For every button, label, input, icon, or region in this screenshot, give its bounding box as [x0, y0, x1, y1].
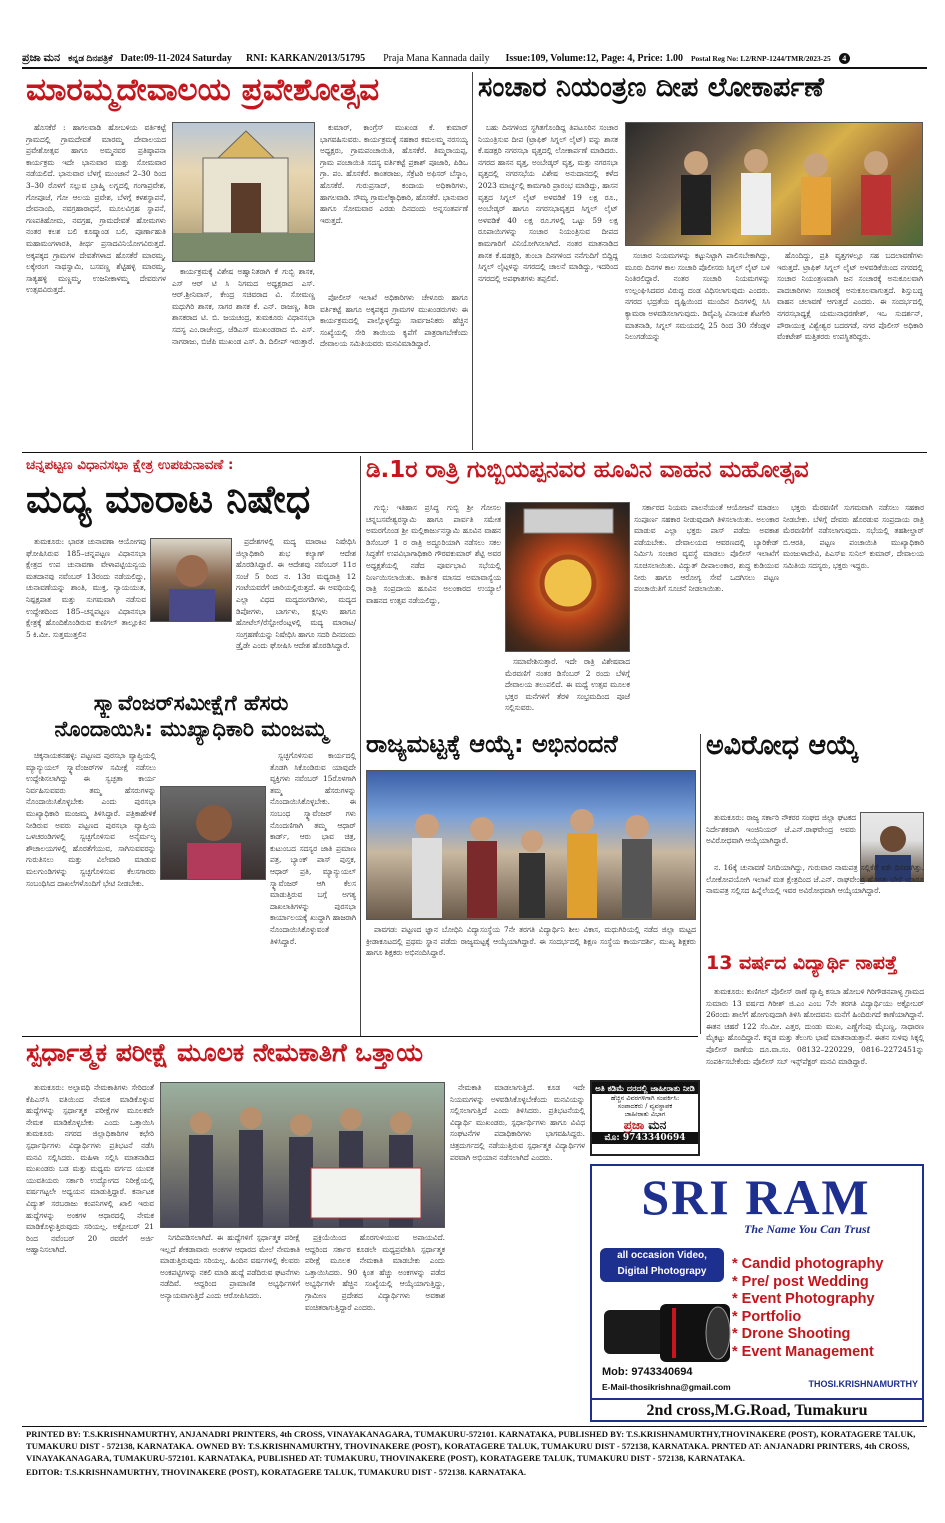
postal-reg: Postal Reg No: L2/RNP-1244/TMR/2023-25	[690, 53, 831, 63]
service-item: * Drone Shooting	[732, 1326, 851, 1343]
section-rule-2	[22, 1036, 698, 1037]
deity-photo-caption: ಸಮಾವೇಶಿಸುತ್ತಾರೆ. ಇದೇ ರಾತ್ರಿ ವಿಶೇಷವಾದ ಮೆರವಣಿಗೆ ನಂತರ ಡಿಸೆಂಬರ್ 2 ರಂದು ಬೆಳಿಗ್ಗೆ ದೇವಾಲಯ ತಲುಪಲಿದೆ. ಈ ಮಧ್ಯೆ ಉತ್ಸವ ಮೂಲಕ ಭಕ್ತರ ಮನೆಗಳಿಗೆ ತೆರಳಿ ಸಂಭ್ರಮದಿಂದ ಪೂಜೆ ಸಲ್ಲಿಸುವರು.	[505, 657, 630, 713]
brand-tagline: ಕನ್ನಡ ದಿನಪತ್ರಿಕೆ	[68, 52, 113, 63]
ad-rates-line1: ಹೆಚ್ಚಿನ ವಿವರಗಳಿಗಾಗಿ ಸಂಪರ್ಕಿಸಿ:	[610, 1094, 680, 1102]
sriram-tagline: The Name You Can Trust	[743, 1222, 871, 1236]
column-divider	[360, 456, 361, 1036]
headline-missing-student: 13 ವರ್ಷದ ವಿದ್ಯಾರ್ಥಿ ನಾಪತ್ತೆ	[706, 954, 898, 974]
ad-sriram	[590, 1164, 924, 1422]
exam-col-2: ನಿಗದಿಪಡಿಸಲಾಗಿದೆ. ಈ ಹುದ್ದೆಗಳಿಗೆ ಸ್ಪರ್ಧಾತ್ಮಕ ಪರೀಕ್ಷೆ ಇಲ್ಲದೆ ಶೇಕಡಾವಾರು ಅಂಕಗಳ ಆಧಾರದ ಮೇಲೆ ನೇಮಕಾತಿ ಮಾಡುತ್ತಿರುವುದು ಸರಿಯಲ್ಲ. ಹಿಂದಿನ ವರ್ಷಗಳಲ್ಲಿ ಕೆಲವರು ಅಂಕಪಟ್ಟಿಗಳನ್ನು ನಕಲಿ ಮಾಡಿ ಹುದ್ದೆ ಪಡೆದಿರುವ ಘಟನೆಗಳು ನಡೆದಿವೆ. ಆದ್ದರಿಂದ ಪ್ರಾಮಾಣಿಕ ಅಭ್ಯರ್ಥಿಗಳಿಗೆ ಅನ್ಯಾಯವಾಗುತ್ತಿದೆ ಎಂದು ಆರೋಪಿಸಿದರು.	[160, 1233, 300, 1300]
portrait-illustration	[161, 787, 266, 880]
service-item: * Event Photography	[732, 1291, 875, 1308]
sriram-owner: THOSI.KRISHNAMURTHY	[808, 1379, 918, 1389]
exam-col-4: ನೇಮಕಾತಿ ಮಾಡಲಾಗುತ್ತಿದೆ. ಕೂಡ ಇದೇ ನಿಯಮಗಳನ್ನು ಅಳವಡಿಸಿಕೊಳ್ಳಬೇಕೆಂದು ಮನವಿಯನ್ನು ಸಲ್ಲಿಸಲಾಗುತ್ತಿದೆ ಎಂದು ತಿಳಿಸಿದರು. ಪ್ರತಿಭಟನೆಯಲ್ಲಿ ವಿದ್ಯಾರ್ಥಿ ಮುಖಂಡರು, ಸ್ಪರ್ಧಾರ್ಥಿಗಳು ಹಾಗೂ ವಿವಿಧ ಸಂಘಟನೆಗಳ ಪದಾಧಿಕಾರಿಗಳು ಭಾಗವಹಿಸಿದ್ದರು. ಚಿತ್ರದುರ್ಗದಲ್ಲಿ ನಡೆಯುತ್ತಿರುವ ಸ್ಪರ್ಧಾತ್ಮಕ ವಿದ್ಯಾರ್ಥಿಗಳ ಪರವಾಗಿ ಅಭಿಯಾನ ನಡೆಸಲಾಗಿದೆ ಎಂದರು.	[450, 1083, 585, 1162]
unopposed-col-1: ತುಮಕೂರು: ರಾಜ್ಯ ಸರ್ಕಾರಿ ನೌಕರರ ಸಂಘದ ಜಿಲ್ಲಾ ಘಟಕದ ನಿರ್ದೇಶಕರಾಗಿ ಇಂಜಿನಿಯರ್ ಜೆ.ಎನ್.ರಾಘವೇಂದ್ರ ಅವರು ಅವಿರೋಧವಾಗಿ ಆಯ್ಕೆಯಾಗಿದ್ದಾರೆ.	[706, 813, 856, 846]
paper-name: Praja Mana Kannada daily	[383, 52, 490, 64]
scavenger-col-1: ಚಿಕ್ಕನಾಯಕನಹಳ್ಳಿ: ಪಟ್ಟಣದ ಪುರಸಭಾ ವ್ಯಾಪ್ತಿಯಲ್ಲಿ ಮ್ಯಾನ್ಯುಯಲ್ ಸ್ಕ್ಯಾವೆಂಜರ್‌ಗಳ ಸಮೀಕ್ಷೆ ನಡೆಸಲು ಉದ್ದೇಶಿಸಲಾಗಿದ್ದು ಈ ಸ್ವಚ್ಛತಾ ಕಾರ್ಯ ನಿರ್ವಹಿಸುವವರು ತಮ್ಮ ಹೆಸರುಗಳನ್ನು ನೊಂದಾಯಿಸಿಕೊಳ್ಳಬೇಕು ಎಂದು ಪುರಸಭಾ ಮುಖ್ಯಾಧಿಕಾರಿ ಮಂಜಮ್ಮ ತಿಳಿಸಿದ್ದಾರೆ. ಪತ್ರಿಕಾಹೇಳಿಕೆ ನೀಡಿರುವ ಅವರು ಪಟ್ಟಣದ ಪುರಸಭಾ ವ್ಯಾಪ್ತಿಯ ಒಳಚರಂಡಿಗಳಲ್ಲಿ ಸ್ವಚ್ಛಗೊಳಿಸುವ ಅನೈರ್ಮಲ್ಯ ಶೌಚಾಲಯಗಳಲ್ಲಿ ಹೊರತೆಗೆಯುವ, ಸಾಗಿಸುವವರನ್ನು ಗುರುತಿಸಲು ಮತ್ತು ವಿಲೇವಾರಿ ಮಾಡುವ ಮಲಗುಂಡಿಗಳನ್ನು ಸ್ವಚ್ಛಗೊಳಿಸುವ ಕೆಲಸಗಾರರು ಸಂಬಂಧಿಸಿದ ದಾಖಲೆಗಳೊಂದಿಗೆ ಭೇಟಿ ನೀಡಬೇಕು.	[26, 751, 156, 888]
state-level-body: ಪಾವಗಡ: ಪಟ್ಟಣದ ಜ್ಞಾನ ಬೋಧಿನಿ ವಿದ್ಯಾಸಂಸ್ಥೆಯ 7ನೇ ತರಗತಿ ವಿದ್ಯಾರ್ಥಿನಿ ಶೀಲ ವಿಕಾಸ, ಮಧುಗಿರಿಯಲ್ಲಿ ನಡೆದ ಜಿಲ್ಲಾ ಮಟ್ಟದ ಕ್ರೀಡಾಕೂಟದಲ್ಲಿ ಪ್ರಥಮ ಸ್ಥಾನ ಪಡೆದು ರಾಜ್ಯಮಟ್ಟಕ್ಕೆ ಆಯ್ಕೆಯಾಗಿದ್ದಾರೆ. ಈ ಸಂದರ್ಭದಲ್ಲಿ ಶಿಕ್ಷಣ ಸಂಸ್ಥೆಯ ಕಾರ್ಯದರ್ಶಿ, ಮುಖ್ಯ ಶಿಕ್ಷಕರು ಹಾಗೂ ಶಿಕ್ಷಕರು ಅಭಿನಂದಿಸಿದ್ದಾರೆ.	[366, 925, 696, 958]
sriram-badge-line1: all occasion Video,	[617, 1250, 707, 1261]
sriram-services	[732, 1256, 922, 1366]
logo-right: ಮನ	[648, 1118, 667, 1132]
officer-portrait	[160, 786, 266, 880]
liquor-col-2: ಪ್ರದೇಶಗಳಲ್ಲಿ ಮದ್ಯ ಮಾರಾಟ ನಿಷೇಧಿಸಿ ಜಿಲ್ಲಾಧಿಕಾರಿ ಶುಭ ಕಲ್ಯಾಣ್ ಆದೇಶ ಹೊರಡಿಸಿದ್ದಾರೆ. ಈ ಆದೇಶವು ನವೆಂಬರ್ 11ರ ಸಂಜೆ 5 ರಿಂದ ನ. 13ರ ಮಧ್ಯರಾತ್ರಿ 12 ಗಂಟೆಯವರೆಗೆ ಜಾರಿಯಲ್ಲಿರುತ್ತದೆ. ಈ ಅವಧಿಯಲ್ಲಿ ಎಲ್ಲಾ ವಿಧದ ಮದ್ಯದಂಗಡಿಗಳು, ಮದ್ಯದ ಡಿಪೋಗಳು, ಬಾರ್ಗಳು, ಕ್ಲಬ್ಗಳು ಹಾಗೂ ಹೋಟೆಲ್/ರೆಸ್ಟೋರೆಂಟ್ಗಳಲ್ಲಿ ಮದ್ಯ ಮಾರಾಟ/ ಸಂಗ್ರಹಣೆಯನ್ನು ನಿಷೇಧಿಸಿ ಹಾಗೂ ಸದರಿ ದಿನದಂದು ಡ್ರೈಡೇ ಎಂದು ಘೋಷಿಸಿ ಆದೇಶ ಹೊರಡಿಸಿದ್ದಾರೆ.	[236, 537, 356, 651]
ad-rates-line2: ಸಂಪಾದಕರು / ವ್ಯವಸ್ಥಾಪಕ	[617, 1102, 673, 1110]
headline-unopposed: ಅವಿರೋಧ ಆಯ್ಕೆ	[706, 732, 859, 761]
ad-rates-line3: ಜಾಹೀರಾತು ವಿಭಾಗ	[624, 1110, 666, 1118]
sriram-mob: Mob: 9743340694	[602, 1366, 693, 1378]
traffic-col-2: ಸಂಚಾರ ನಿಯಮಗಳನ್ನು ಕಟ್ಟುನಿಟ್ಟಾಗಿ ಪಾಲಿಸಬೇಕಾಗಿದ್ದು, ಮೂರು ದಿನಗಳ ಕಾಲ ಸಂಚಾರಿ ಪೊಲೀಸರು ಸಿಗ್ನಲ್ ಲೈಟ್ ಬಳಿ ನಿಂತಿರಲಿದ್ದಾರೆ. ನಂತರ ಸಂಚಾರಿ ನಿಯಮಗಳನ್ನು ಉಲ್ಲಂಘಿಸಿದವರ ವಿರುದ್ಧ ದಂಡ ವಿಧಿಸಲಾಗುವುದು ಎಂದರು. ನಗರದ ಭದ್ರತೆಯ ದೃಷ್ಟಿಯಿಂದ ಮುಂದಿನ ದಿನಗಳಲ್ಲಿ ಸಿಸಿ ಕ್ಯಾಮರಾ ಅಳವಡಿಸಲಾಗುವುದು. ಡಿವೈಎಸ್ಪಿ ವಿನಾಯಕ ಶೆಟಗೇರಿ ಮಾತನಾಡಿ, ಸಿಗ್ನಲ್ ಸಮಯದಲ್ಲಿ 25 ರಿಂದ 30 ಸೆಕೆಂಡ್ಗಳ ನಿಲುಗಡೆಯನ್ನು	[625, 251, 770, 342]
issue-info: Issue:109, Volume:12, Page: 4, Price: 1.00	[505, 52, 683, 64]
issue-date: Date:09-11-2024 Saturday	[120, 52, 232, 64]
column-divider	[472, 72, 473, 450]
festival-col-1: ಗುಬ್ಬಿ: ಇತಿಹಾಸ ಪ್ರಸಿದ್ಧ ಗುಬ್ಬಿ ಶ್ರೀ ಗೋಸಲ ಚನ್ನಬಸವೇಶ್ವರಸ್ವಾಮಿ ಹಾಗೂ ಪಾರ್ವತಿ ಸಮೇತ ಅಮರಗೊಂಡ ಶ್ರೀ ಮಲ್ಲಿಕಾರ್ಜುನಸ್ವಾಮಿ ಹೂವಿನ ವಾಹನ ಡಿಸೆಂಬರ್ 1 ರ ರಾತ್ರಿ ಅದ್ದೂರಿಯಾಗಿ ನಡೆಸಲು ಸಕಲ ಸಿದ್ಧತೆಗೆ ಉಪವಿಭಾಗಾಧಿಕಾರಿ ಗೌರವಕುಮಾರ್ ಶೆಟ್ಟಿ ಅವರ ಅಧ್ಯಕ್ಷತೆಯಲ್ಲಿ ನಡೆದ ಪೂರ್ವಭಾವಿ ಸಭೆಯಲ್ಲಿ ನಿರ್ಣಯಿಸಲಾಯಿತು. ಕಾರ್ತಿಕ ಮಾಸದ ಅಮಾವಾಸ್ಯೆಯ ರಾತ್ರಿ ಸಂಪ್ರದಾಯ ಹೂವಿನ ಅಲಂಕಾರದ ಉಯ್ಯಾಲೆ ವಾಹನದ ಉತ್ಸವ ನಡೆಯಲಿದ್ದು,	[366, 503, 501, 605]
temple-photo	[172, 122, 315, 262]
temple-col-3: ಪೋಲೀಸ್ ಇಲಾಖೆ ಅಧಿಕಾರಿಗಳು ಚೇಳೂರು ಹಾಗೂ ವರ್ತಿಕಟ್ಟೆ ಹಾಗೂ ಅಕ್ಕಪಕ್ಕದ ಗ್ರಾಮಗಳ ಮುಖಂಡರುಗಳು ಈ ಕಾರ್ಯಕ್ರಮದಲ್ಲಿ ಪಾಲ್ಗೊಳ್ಳಲಿದ್ದು ಸಾರ್ವಜನಿಕರು ಹೆಚ್ಚಿನ ಸಂಖ್ಯೆಯಲ್ಲಿ ಸೇರಿ ತಾಯಿಯ ಕೃಪೆಗೆ ಪಾತ್ರರಾಗಬೇಕೆಂದು ದೇವಾಲಯ ಸಮಿತಿಯವರು ಮನವಿಮಾಡಿದ್ದಾರೆ.	[320, 293, 468, 349]
headline-traffic-light: ಸಂಚಾರ ನಿಯಂತ್ರಣ ದೀಪ ಲೋಕಾರ್ಪಣೆ	[478, 74, 824, 103]
traffic-col-1: ಬಹು ದಿನಗಳಿಂದ ಸ್ಥಗಿತಗೊಂಡಿದ್ದ ತಿಪಟೂರಿನ ಸಂಚಾರ ನಿಯಂತ್ರಿಸುವ ದೀಪ (ಟ್ರಾಫಿಕ್ ಸಿಗ್ನಲ್ ಲೈಟ್) ವನ್ನು ಶಾಸಕ ಕೆ.ಷಡಕ್ಷರಿ ನಗರಸಭಾ ವೃತ್ತದಲ್ಲಿ ಲೋಕಾರ್ಪಣೆ ಮಾಡಿದರು. ನಗರದ ಹಾಸನ ವೃತ್ತ, ಅಂಬೇಡ್ಕರ್ ವೃತ್ತ, ಮತ್ತು ನಗರಸಭಾ ವೃತ್ತದಲ್ಲಿ ನಗರಸಭೆಯ ವಿಶೇಷ ಅನುದಾನದಲ್ಲಿ ಕಳೆದ 2023 ಮಾರ್ಚ್ನಲ್ಲಿ ಕಾಮಗಾರಿ ಪ್ರಾರಂಭ ಮಾಡಿದ್ದು, ಹಾಸನ ವೃತ್ತದ ಸಿಗ್ನಲ್ ಲೈಟ್ ಅಳವಡಿಕೆ 19 ಲಕ್ಷ ರೂ., ಅಂಬೇಡ್ಕರ್ ಹಾಗೂ ನಗರಸಭಾವೃತ್ತದ ಸಿಗ್ನಲ್ ಲೈಟ್ ಅಳವಡಿಕೆ 40 ಲಕ್ಷ ರೂ.ಗಳಲ್ಲಿ ಒಟ್ಟು 59 ಲಕ್ಷ ರೂಪಾಯಿಗಳನ್ನು ಸಂಚಾರ ನಿಯಂತ್ರಿಸುವ ದೀಪದ ಕಾಮಗಾರಿಗೆ ವಿನಿಯೋಗಿಸಲಾಗಿದೆ. ನಂತರ ಮಾತನಾಡಿದ ಶಾಸಕ ಕೆ.ಷಡಕ್ಷರಿ, ತುಂಬಾ ದಿನಗಳಿಂದ ನನೆಗುದಿಗೆ ಬಿದ್ದಿದ್ದ ಸಿಗ್ನಲ್ ಲೈಟ್ಗಳನ್ನು ನಗರದಲ್ಲಿ ಚಾಲನೆ ಮಾಡಿದ್ದು, ಇದರಿಂದ ನಗರದಲ್ಲಿ ಅಪಘಾತಗಳು ತಪ್ಪಲಿವೆ.	[478, 123, 618, 283]
sriram-badge	[600, 1248, 724, 1282]
ad-rates-phone: ಮೊ: 9743340694	[592, 1132, 698, 1144]
section-rule-1	[22, 452, 927, 453]
ad-rates-banner: ಅತಿ ಕಡಿಮೆ ದರದಲ್ಲಿ ಜಾಹೀರಾತು ನೀಡಿ	[592, 1082, 698, 1094]
temple-col-2: ಕುಮಾರ್, ಕಾಂಗ್ರೆಸ್ ಮುಖಂಡ ಕೆ. ಕುಮಾರ್ ಭಾಗವಹಿಸುವರು. ಕಾರ್ಯಕ್ರಮಕ್ಕೆ ಸಹಕಾರ ಕಮಲಮ್ಮ ನರಸಯ್ಯ ಅಧ್ಯಕ್ಷರು, ಗ್ರಾಮಪಂಚಾಯಿತಿ, ಹೊಸಕೆರೆ. ತಿಮ್ಮರಾಯಪ್ಪ, ಗ್ರಾಮ ಪಂಚಾಯಿತಿ ಸದಸ್ಯ ವರ್ತಿಕಟ್ಟೆ ಪ್ರಕಾಶ್ ಪೂಜಾರಿ, ಪಿಡಿಒ ಗ್ರಾ. ಪಂ. ಹೊಸಕೆರೆ. ಕಾಂತರಾಜು, ಸೆಕ್ರೆಟರಿ ಅಫಿಸರ್ ಬೆಸ್ಕಾಂ, ಹೊಸಕೆರೆ. ಗುರುಪ್ರಸಾದ್, ಕಂದಾಯ ಅಧಿಕಾರಿಗಳು, ಹಾಗಲವಾಡಿ. ಸೌಮ್ಯ ಗ್ರಾಮಲೆಕ್ಕಾಧಿಕಾರಿ, ಹೊಸಕೆರೆ. ಭಾನುವಾರ ಹಾಗೂ ಸೋಮವಾರ ಎರಡು ದಿನದಂದು ಅನ್ನಸಂತರ್ಪಣೆ ಇರುತ್ತದೆ.	[320, 123, 468, 225]
liquor-col-1: ತುಮಕೂರು: ಭಾರತ ಚುನಾವಣಾ ಆಯೋಗವು ಘೋಷಿಸಿರುವ 185–ಚನ್ನಪಟ್ಟಣ ವಿಧಾನಸಭಾ ಕ್ಷೇತ್ರದ ಉಪ ಚುನಾವಣಾ ವೇಳಾಪಟ್ಟಿಯನ್ವಯ ಮತದಾನವು ನವೆಂಬರ್ 13ರಂದು ನಡೆಯಲಿದ್ದು, ಚುನಾವಣೆಯನ್ನು ಶಾಂತಿ, ಮುಕ್ತ, ನ್ಯಾಯಯುತ, ನಿಷ್ಪಕ್ಷಪಾತ ಮತ್ತು ಸುಗಮವಾಗಿ ನಡೆಸುವ ಉದ್ದೇಶದಿಂದ 185–ಚನ್ನಪಟ್ಟಣ ವಿಧಾನಸಭಾ ಕ್ಷೇತ್ರಕ್ಕೆ ಹೊಂದಿಕೊಂಡಿರುವ ಕುಣಿಗಲ್ ತಾಲ್ಲೂಕಿನ 5 ಕಿ.ಮೀ. ಸುತ್ತಮುತ್ತಲಿನ	[26, 537, 146, 639]
portrait-illustration	[151, 539, 232, 622]
column-divider	[700, 734, 701, 1034]
protest-illustration	[161, 1083, 445, 1228]
protest-photo	[160, 1082, 445, 1228]
service-item: * Candid photography	[732, 1256, 884, 1272]
sriram-email: E-Mail-thosikrishna@gmail.com	[602, 1382, 731, 1392]
service-item: * Event Management	[732, 1343, 874, 1360]
editor-line: EDITOR: T.S.KRISHNAMURTHY, THOVINAKERE (POST), KORATAGERE TALUK, TUMAKURU DIST - 572138. KARNATAKA.	[26, 1467, 527, 1477]
felicitation-photo	[366, 770, 696, 920]
footer-rule	[22, 1426, 927, 1427]
temple-illustration	[173, 123, 315, 262]
sriram-title: SRI RAM	[641, 1169, 871, 1225]
headline-exam-demand: ಸ್ಪರ್ಧಾತ್ಮಕ ಪರೀಕ್ಷೆ ಮೂಲಕ ನೇಮಕಾತಿಗೆ ಒತ್ತಾಯ	[26, 1040, 424, 1067]
dc-portrait	[150, 538, 232, 622]
felicitation-illustration	[367, 771, 696, 920]
masthead-bar	[22, 50, 927, 66]
ad-rates-box	[590, 1080, 700, 1156]
headline-scavenger-2: ನೊಂದಾಯಿಸಿ: ಮುಖ್ಯಾಧಿಕಾರಿ ಮಂಜಮ್ಮ	[54, 718, 328, 741]
service-item: * Pre/ post Wedding	[732, 1273, 869, 1290]
exam-col-3: ಪ್ರಕ್ರಿಯೆಯಿಂದ ಹೊರಗುಳಿಯುವ ಅಪಾಯವಿದೆ. ಆದ್ದರಿಂದ ಸರ್ಕಾರ ಕೂಡಲೇ ಮಧ್ಯಪ್ರವೇಶಿಸಿ ಸ್ಪರ್ಧಾತ್ಮಕ ಪರೀಕ್ಷೆ ಮೂಲಕ ನೇಮಕಾತಿ ಮಾಡಬೇಕು ಎಂದು ಒತ್ತಾಯಿಸಿದರು. 90 ಕ್ಕಿಂತ ಹೆಚ್ಚು ಅಂಕಗಳನ್ನು ಪಡೆದ ಅಭ್ಯರ್ಥಿಗಳೇ ಹೆಚ್ಚಿನ ಸಂಖ್ಯೆಯಲ್ಲಿ ಆಯ್ಕೆಯಾಗುತ್ತಿದ್ದು, ಗ್ರಾಮೀಣ ಪ್ರದೇಶದ ವಿದ್ಯಾರ್ಥಿಗಳು ಅವಕಾಶ ವಂಚಿತರಾಗುತ್ತಿದ್ದಾರೆ ಎಂದರು.	[305, 1233, 445, 1312]
headline-temple: ಮಾರಮ್ಮದೇವಾಲಯ ಪ್ರವೇಶೋತ್ಸವ	[26, 74, 380, 108]
service-item: * Portfolio	[732, 1308, 802, 1325]
festival-col-2: ಸರ್ಕಾರದ ನಿಯಮ ಪಾಲನೆಯಂತೆ ಆಯೋಜನೆ ಮಾಡಲು ಸಂಪೂರ್ಣ ಸಹಕಾರ ನೀಡುವುದಾಗಿ ತಿಳಿಸಲಾಯಿತು. ಅಲಂಕಾರ ಮಾಡುವ ಎಲ್ಲಾ ಭಕ್ತರು ಪಾಸ್ ಪಡೆದು ಅವಕಾಶ ಪಡೆಯಬೇಕು. ದೇವಾಲಯದ ಆವರಣದಲ್ಲಿ ಬ್ಯಾರಿಕೇಡ್ ನಿರ್ಮಿಸಿ ಸಂಚಾರ ವ್ಯವಸ್ಥೆ ಮಾಡಲು ಪೊಲೀಸ್ ಇಲಾಖೆಗೆ ಸೂಚಿಸಲಾಯಿತು. ವಿದ್ಯುತ್ ದೀಪಾಲಂಕಾರ, ಶುದ್ಧ ಕುಡಿಯುವ ನೀರು ಹಾಗೂ ಆರೋಗ್ಯ ಸೇವೆ ಒದಗಿಸಲು ಪಟ್ಟಣ ಪಂಚಾಯಿತಿಗೆ ಸೂಚನೆ ನೀಡಲಾಯಿತು.	[634, 503, 779, 594]
temple-col-1: ಹೊಸಕೆರೆ : ಹಾಗಲವಾಡಿ ಹೋಬಳಿಯ ವರ್ತಿಕಟ್ಟೆ ಗ್ರಾಮದಲ್ಲಿ ಗ್ರಾಮದೇವತೆ ಮಾರಮ್ಮ ದೇವಾಲಯದ ಪ್ರವೇಶೋತ್ಸವ ಹಾಗೂ ಅಮ್ಮನವರ ಪ್ರತಿಷ್ಠಾಪನಾ ಕಾರ್ಯಕ್ರಮ ಇದೇ ಭಾನುವಾರ ಮತ್ತು ಸೋಮವಾರ ನಡೆಯಲಿದೆ. ಭಾನುವಾರ ಬೆಳಗ್ಗೆ ಮುಂಜಾನೆ 2–30 ರಿಂದ 3–30 ರೊಳಗೆ ಸಲ್ಲುವ ಬ್ರಾಹ್ಮಿ ಲಗ್ನದಲ್ಲಿ ಗಂಗಾಪ್ರವೇಶ, ಗೋಪೂಜೆ, ಗೋ ಆಲಯ ಪ್ರವೇಶ, ಬೆಳಗ್ಗೆ ಕಳಶಸ್ಥಾಪನೆ, ದೇವನಾಂದಿ, ನವಗ್ರಹಾರಾಧನೆ, ಮೂಲವಿಗ್ರಹ ಸ್ಥಾಪನೆ, ಗಣಪತಿಹೋಮ, ನವಗ್ರಹ, ಗ್ರಾಮದೇವತೆ ಹೋಮಗಳು ನಂತರ ಕಲಶ ಬಲಿ ಕೂಷ್ಮಾಂಡ ಬಲಿ, ಪೂರ್ಣಾಹುತಿ ಮಹಾಮಂಗಳಾರತಿ, ತೀರ್ಥ ಪ್ರಸಾದವಿನಿಯೋಗವಿರುತ್ತದೆ. ಅಕ್ಕಪಕ್ಕದ ಗ್ರಾಮಗಳ ದೇವತೆಗಳಾದ ಹೊಸಕೆರೆ ಮಾರಮ್ಮ, ಲಕ್ಕೇರಂಗ ನಾಥಸ್ವಾಮಿ, ಬಸವಣ್ಣ ಶೆಟ್ಟಿಹಳ್ಳಿ ಮಾರಮ್ಮ, ಸಾತ್ಯಹಳ್ಳಿ ಮಣ್ಣಮ್ಮ, ಉಜನೀಕಾಳಮ್ಮ ದೇವರುಗಳ ಉತ್ಸವವಿರುತ್ತದೆ.	[26, 123, 166, 295]
deity-photo	[505, 502, 630, 652]
logo-left: ಪ್ರಜಾ	[623, 1118, 645, 1132]
sriram-badge-line2: Digital Photograpy	[617, 1266, 707, 1277]
sriram-address: 2nd cross,M.G.Road, Tumakuru	[592, 1398, 922, 1420]
deity-illustration	[506, 503, 630, 652]
headline-flower-festival: ಡಿ.1ರ ರಾತ್ರಿ ಗುಬ್ಬಿಯಪ್ಪನವರ ಹೂವಿನ ವಾಹನ ಮಹೋತ್ಸವ	[366, 458, 809, 483]
brand-name: ಪ್ರಜಾ ಮನ	[22, 51, 61, 64]
page-number-badge: 4	[839, 53, 850, 64]
missing-student-body: ತುಮಕೂರು: ಕುಣಿಗಲ್ ಪೊಲೀಸ್ ಠಾಣೆ ವ್ಯಾಪ್ತಿ ಕಸಬಾ ಹೋಬಳಿ ಗಿರಿಗೌಡನಪಾಳ್ಯ ಗ್ರಾಮದ ಸುಮಾರು 13 ವರ್ಷದ ಗಿರೀಶ್ ಜಿ.ಎಂ ಎಂಬ 7ನೇ ತರಗತಿ ವಿದ್ಯಾರ್ಥಿಯು ಅಕ್ಟೋಬರ್ 26ರಂದು ಶಾಲೆಗೆ ಹೋಗುವುದಾಗಿ ತಿಳಿಸಿ ಹೋದವನು ಮನೆಗೆ ಹಿಂದಿರುಗದೆ ಕಾಣೆಯಾಗಿದ್ದಾನೆ. ಈತನ ಚಹರೆ 122 ಸೆಂ.ಮೀ. ಎತ್ತರ, ದುಂಡು ಮುಖ, ಎಣ್ಣೆಗೆಂಪು ಮೈಬಣ್ಣ, ಸಾಧಾರಣ ಮೈಕಟ್ಟು ಹೊಂದಿದ್ದಾನೆ. ಕನ್ನಡ ಮತ್ತು ತೆಲುಗು ಭಾಷೆ ಮಾತನಾಡುತ್ತಾನೆ. ಈತನ ಸುಳಿವು ಸಿಕ್ಕಲ್ಲಿ ಪೊಲೀಸ್ ಠಾಣೆಯ ದೂ.ವಾ.ಸಂ. 08132–220229, 0816–2272451ನ್ನು ಸಂಪರ್ಕಿಸಬೇಕೆಂದು ಪೊಲೀಸ್ ಸಬ್ ಇನ್ಸ್‌ಪೆಕ್ಟರ್ ಮನವಿ ಮಾಡಿದ್ದಾರೆ.	[706, 987, 924, 1066]
headline-liquor-ban: ಮದ್ಯ ಮಾರಾಟ ನಿಷೇಧ	[26, 480, 311, 521]
festival-col-3: ಭಕ್ತರು ಮೆರವಣಿಗೆ ಸುಗಮವಾಗಿ ನಡೆಸಲು ಸಹಕಾರ ನೀಡಬೇಕು. ಬೆಳಿಗ್ಗೆ ದೇವರು ಹೊರಡುವ ಸಂಪ್ರದಾಯ ರಾತ್ರಿ ಮೆರವಣಿಗೆಗೆ ನಡೆಸಲಾಗುವುದು. ಸಭೆಯಲ್ಲಿ ತಹಶೀಲ್ದಾರ್ ಬಿ.ಆರತಿ, ಪಟ್ಟಣ ಪಂಚಾಯಿತಿ ಮುಖ್ಯಾಧಿಕಾರಿ ಮಂಜುಳಾದೇವಿ, ಪಿಎಸ್ಐ ಸುನಿಲ್ ಕುಮಾರ್, ದೇವಾಲಯ ಸಮಿತಿಯ ಸದಸ್ಯರು, ಭಕ್ತರು ಇದ್ದರು.	[783, 503, 924, 570]
traffic-col-3: ಹೊಂದಿದ್ದು, ಪ್ರತಿ ವೃತ್ತಗಳಲ್ಲೂ ಸಹ ಬದಲಾವಣೆಗಳು ಇರುತ್ತದೆ. ಟ್ರಾಫಿಕ್ ಸಿಗ್ನಲ್ ಲೈಟ್ ಅಳವಡಿಕೆಯಿಂದ ನಗರದಲ್ಲಿ ಸಂಚಾರ ನಿಯಂತ್ರಣವಾಗಿ ಜನ ಸಂಚಾರಕ್ಕೆ ಅನುಕೂಲವಾಗಿ ಪಾದಚಾರಿಗಳು ಸಂಚಾರಕ್ಕೆ ಅನುಕೂಲವಾಗುತ್ತದೆ. ಶಿಸ್ತುಬದ್ಧ ವಾಹನ ಚಲಾವಣೆ ಆಗುತ್ತದೆ ಎಂದರು. ಈ ಸಂದರ್ಭದಲ್ಲಿ ನಗರಸಭಾಧ್ಯಕ್ಷೆ ಯಮುನಾಧರಣೇಶ್, ಇಒ ಸುದರ್ಶನ್, ಪೌರಾಯುಕ್ತ ವಿಶ್ವೇಶ್ವರ ಬದರಗಡೆ, ನಗರ ಪೊಲೀಸ್ ಅಧಿಕಾರಿ ವೆಂಕಟೇಶ್ ಮತ್ತಿತರರು ಉಪಸ್ಥಿತರಿದ್ದರು.	[777, 251, 923, 342]
scavenger-col-2: ಸ್ವಚ್ಛಗೊಳಿಸುವ ಕಾರ್ಯದಲ್ಲಿ ತೊಡಗಿ ಸಿಕೊಂಡಿರುವ ಯಾವುದೇ ವ್ಯಕ್ತಿಗಳು ನವೆಂಬರ್ 15ರೊಳಗಾಗಿ ತಮ್ಮ ಹೆಸರುಗಳನ್ನು ನೊಂದಾಯಿಸಿಕೊಳ್ಳಬೇಕು. ಈ ಸಂಬಂಧ ಸ್ಕ್ಯಾವೆಂಜರ್ ಗಳು ನೊಂದಣಿಗಾಗಿ ತಮ್ಮ ಆಧಾರ್ ಕಾರ್ಡ್, ಆರು ಭಾವ ಚಿತ್ರ, ಕುಟುಂಬದ ಸದಸ್ಯರ ಜಾತಿ ಪ್ರಮಾಣ ಪತ್ರ, ಬ್ಯಾಂಕ್ ಪಾಸ್ ಪುಸ್ತಕ, ಆಧಾರ್ ಪ್ರತಿ, ಮ್ಯಾನ್ಯುಯಲ್ ಸ್ಕ್ಯಾವೆಂಜರ್ ಆಗಿ ಕೆಲಸ ಮಾಡುತ್ತಿರುವ ಬಗ್ಗೆ ಅಗತ್ಯ ದಾಖಲಾತಿಗಳನ್ನು ಪುರಸಭಾ ಕಾರ್ಯಾಲಯಕ್ಕೆ ಖುದ್ದಾಗಿ ಹಾಜರಾಗಿ ನೊಂದಾಯಿಸಿಕೊಳ್ಳುವಂತೆ ತಿಳಿಸಿದ್ದಾರೆ.	[270, 751, 356, 946]
rni-number: RNI: KARKAN/2013/51795	[245, 52, 366, 64]
headline-scavenger-1: ಸ್ಕ್ಯಾವೆಂಜರ್‌ಸಮೀಕ್ಷೆಗೆ ಹೆಸರು	[93, 692, 289, 715]
camera-icon	[600, 1286, 734, 1378]
ceremony-illustration	[626, 123, 923, 246]
header-rule	[22, 67, 927, 69]
unopposed-col-2: ನ. 16ಕ್ಕೆ ಚುನಾವಣೆ ನಿಗದಿಯಾಗಿದ್ದು, ಗುರುವಾರ ನಾಮಪತ್ರ ಸಲ್ಲಿಕೆಗೆ ಕಡೇ ದಿನವಾಗಿತ್ತು. ಲೋಕೋಪಯೋಗಿ ಇಲಾಖೆ ಮತ ಕ್ಷೇತ್ರದಿಂದ ಜೆ.ಎನ್. ರಾಘವೇಂದ್ರ ಹೊರತು ಬೇರೆ ಯಾರೂ ನಾಮಪತ್ರ ಸಲ್ಲಿಸದ ಹಿನ್ನೆಲೆಯಲ್ಲಿ ಇವರ ಅವಿರೋಧವಾಗಿ ಆಯ್ಕೆಯಾಗಿದ್ದಾರೆ.	[706, 863, 924, 896]
headline-state-level: ರಾಜ್ಯಮಟ್ಟಕ್ಕೆ ಆಯ್ಕೆ: ಅಭಿನಂದನೆ	[366, 732, 618, 758]
kicker-channapatna: ಚನ್ನಪಟ್ಟಣ ವಿಧಾನಸಭಾ ಕ್ಷೇತ್ರ ಉಪಚುನಾವಣೆ :	[26, 458, 234, 473]
imprint-line: PRINTED BY: T.S.KRISHNAMURTHY, ANJANADRI PRINTERS, 4th CROSS, VINAYAKANAGARA, TUMAKURU-572101. KARNATAKA, PUBLISHED BY: T.S.KRISHNAMURTHY,THOVINAKERE (POST), KORATAGERE TALUK, TUMAKURU DIST - 572138, KARNATAKA. OWNED BY: T.S.KRISHNAMURTHY, THOVINAKERE (POST), KORATAGERE TALUK, TUMAKURU DIST - 572138, KARNATAKA. PRNTED AT: ANJANADRI PRINTERS, 4th CROSS, VINAYAKANAGARA, TUMAKURU-572101. KARNATAKA, PUBLISHED AT: TUMAKURU, THOVINAKERE (POST), KORATAGERE TALUK, TUMAKURU DIST - 572138, KARNATAKA.	[26, 1429, 916, 1463]
traffic-photo	[625, 122, 923, 246]
exam-col-1: ತುಮಕೂರು: ಅಲ್ಪಾವಧಿ ನೇಮಕಾತಿಗಳು ಸೇರಿದಂತೆ ಕೆಪಿಎಸ್‌ಸಿ ವತಿಯಿಂದ ನೇಮಕ ಮಾಡಿಕೊಳ್ಳುವ ಹುದ್ದೆಗಳನ್ನು ಸ್ಪರ್ಧಾತ್ಮಕ ಪರೀಕ್ಷೆಗಳ ಮೂಲಕವೇ ನೇಮಕ ಮಾಡಿಕೊಳ್ಳಬೇಕು ಎಂದು ಒತ್ತಾಯಿಸಿ ತುಮಕೂರು ನಗರದ ಜಿಲ್ಲಾಧಿಕಾರಿಗಳ ಕಛೇರಿ ಸ್ಪರ್ಧಾರ್ಥಿಗಳು ವಿದ್ಯಾರ್ಥಿಗಳು ಪ್ರತಿಭಟನೆ ನಡೆಸಿ ಮನವಿ ಸಲ್ಲಿಸಿದರು. ಮಹಿಳಾ ಸಲ್ಲಿಸಿ ಮಾತನಾಡಿದ ಮುಖಂಡರು ಬಡ ಮತ್ತು ಮಧ್ಯಮ ವರ್ಗದ ಯುವಕ ಯುವತಿಯರು ಸರ್ಕಾರಿ ಉದ್ಯೋಗದ ನಿರೀಕ್ಷೆಯಲ್ಲಿ ವರ್ಷಗಟ್ಟಲೇ ಅಧ್ಯಯನ ಮಾಡುತ್ತಿದ್ದಾರೆ. ಕರ್ನಾಟಕ ವಿದ್ಯುತ್ ಸರಬರಾಜು ಕಂಪನಿಗಳಲ್ಲಿ ಖಾಲಿ ಇರುವ ಹುದ್ದೆಗಳನ್ನು ಅಂಕಗಳ ಆಧಾರದಲ್ಲಿ ನೇಮಕ ಮಾಡಿಕೊಳ್ಳುತ್ತಿರುವುದು ಸರಿಯಲ್ಲ. ಅಕ್ಟೋಬರ್ 21 ರಿಂದ ನವೆಂಬರ್ 20 ರವರೆಗೆ ಅರ್ಜಿ ಆಹ್ವಾನಿಸಲಾಗಿದೆ.	[26, 1083, 154, 1255]
temple-photo-caption: ಕಾರ್ಯಕ್ರಮಕ್ಕೆ ವಿಶೇಷ ಅಹ್ವಾನಿತರಾಗಿ ಕೆ ಗುಬ್ಬಿ ಶಾಸಕ, ಎಸ್ ಆರ್ ಟಿ ಸಿ ನಿಗಮದ ಅಧ್ಯಕ್ಷರಾದ ಎಸ್. ಆರ್.ಶ್ರೀನಿವಾಸ್, ಕೇಂದ್ರ ಸಚಿವರಾದ ವಿ. ಸೋಮಣ್ಣ ಮಧುಗಿರಿ ಶಾಸಕ, ಸಾಗರ ಶಾಸಕ ಕೆ. ಎನ್. ರಾಜಣ್ಣ, ಶಿರಾ ಶಾಸಕರಾದ ಟಿ. ಬಿ. ಜಯಚಂದ್ರ, ತುಮಕೂರು ವಿಧಾನಸಭಾ ಸದಸ್ಯ ಎಂ.ರಾಜೇಂದ್ರ, ಜೆಡಿಎಸ್ ಮುಖಂಡರಾದ ಬಿ. ಎಸ್. ನಾಗರಾಜು, ಬಿಜೆಪಿ ಮುಖಂಡ ಎಸ್. ಡಿ. ದಿಲೀಪ್ ಇರುತ್ತಾರೆ.	[172, 267, 315, 346]
ad-rates-logo	[592, 1118, 698, 1132]
